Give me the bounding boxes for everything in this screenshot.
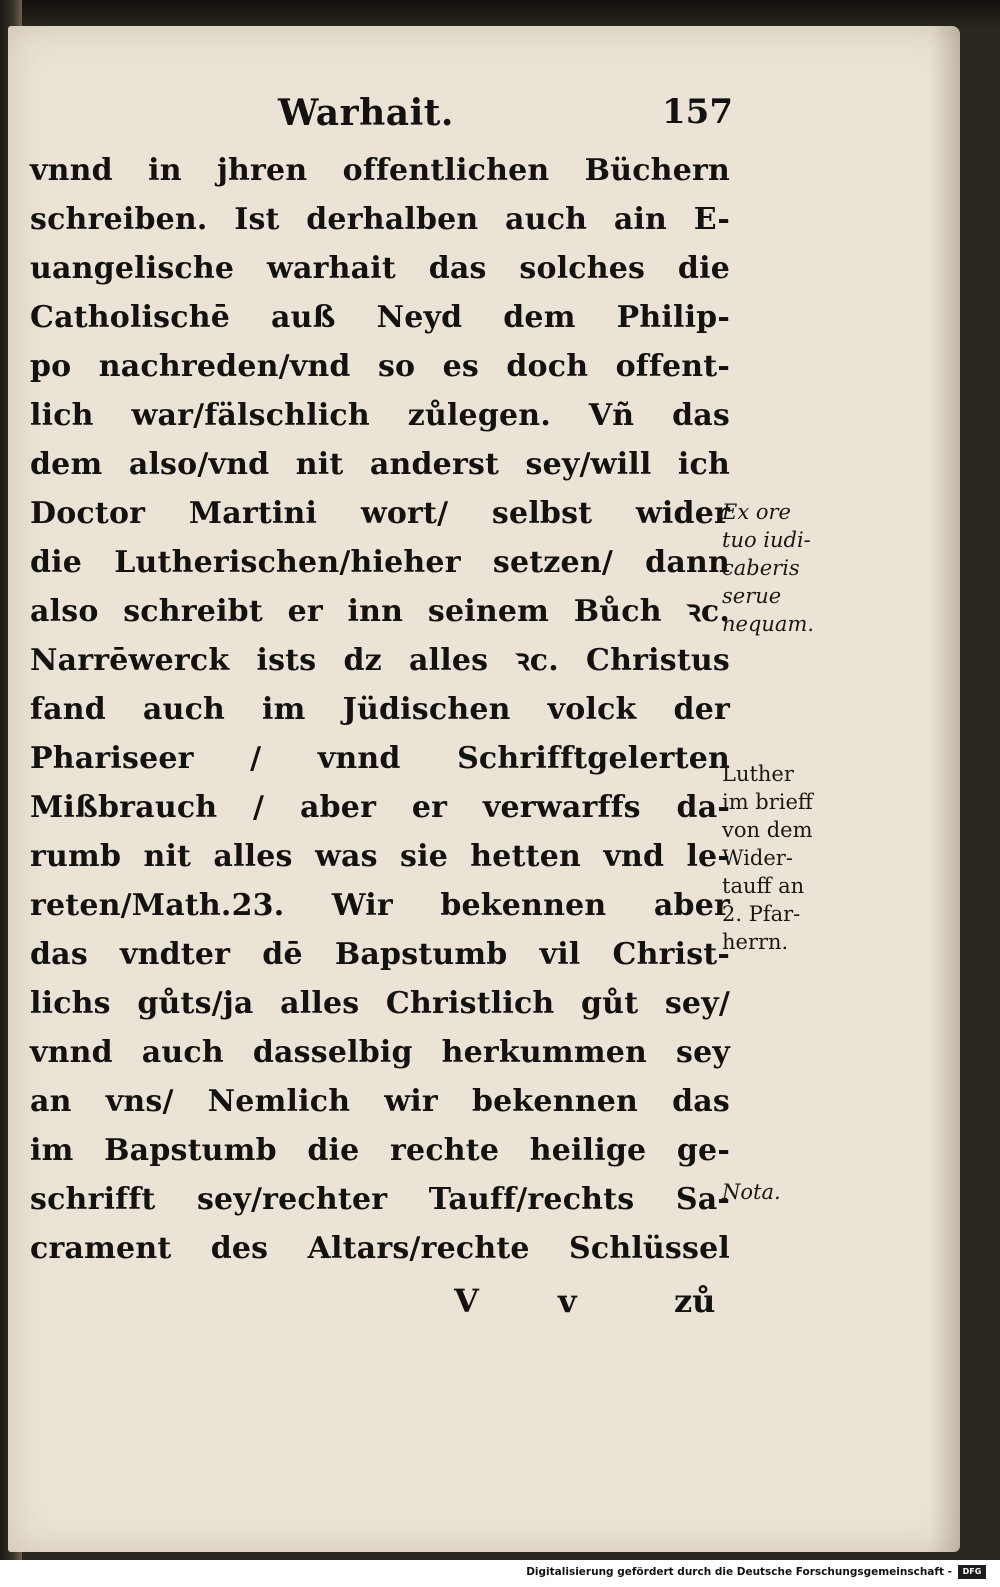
- running-title: Warhait.: [278, 92, 454, 134]
- text-line: Mißbrauch / aber er verwarffs da-: [30, 790, 730, 825]
- marginal-line: caberis: [722, 556, 800, 580]
- text-line: Catholischē auß Neyd dem Philip-: [30, 300, 730, 335]
- text-line: dem also/vnd nit anderst sey/will ich: [30, 447, 730, 482]
- text-line: Doctor Martini wort/ selbst wider: [30, 496, 730, 531]
- marginal-line: tauff an: [722, 874, 805, 898]
- marginal-line: 2. Pfar-: [722, 902, 801, 926]
- marginal-note-luther: [722, 760, 862, 956]
- text-line: lichs gůts/ja alles Christlich gůt sey/: [30, 986, 730, 1021]
- text-line: crament des Altars/rechte Schlüssel: [30, 1231, 730, 1266]
- marginal-line: serue: [722, 584, 782, 608]
- signature-number: v: [558, 1282, 577, 1320]
- text-line: im Bapstumb die rechte heilige ge-: [30, 1133, 730, 1168]
- text-line: das vndter dē Bapstumb vil Christ-: [30, 937, 730, 972]
- marginal-note-latin: [722, 498, 862, 638]
- text-line: rumb nit alles was sie hetten vnd le-: [30, 839, 730, 874]
- dfg-logo: DFG: [958, 1565, 986, 1579]
- text-line: Narrēwerck ists dz alles ꝛc. Christus: [30, 643, 730, 678]
- text-line: Phariseer / vnnd Schrifftgelerten: [30, 741, 730, 776]
- catchword-line: [30, 1282, 730, 1332]
- text-line: uangelische warhait das solches die: [30, 251, 730, 286]
- text-line: schrifft sey/rechter Tauff/rechts Sa-: [30, 1182, 730, 1217]
- marginal-note-nota: [722, 1178, 862, 1206]
- text-line: die Lutherischen/hieher setzen/ dann: [30, 545, 730, 580]
- marginal-line: von dem: [722, 818, 813, 842]
- text-line: po nachreden/vnd so es doch offent-: [30, 349, 730, 384]
- funding-credit: Digitalisierung gefördert durch die Deutsche Forschungsgemeinschaft -: [526, 1566, 952, 1578]
- text-line: reten/Math.23. Wir bekennen aber: [30, 888, 730, 923]
- marginal-line: nequam.: [722, 612, 815, 636]
- text-line: an vns/ Nemlich wir bekennen das: [30, 1084, 730, 1119]
- text-line: also schreibt er inn seinem Bůch ꝛc.: [30, 594, 730, 629]
- page-number: 157: [662, 92, 733, 132]
- text-line: lich war/fälschlich zůlegen. Vñ das: [30, 398, 730, 433]
- marginal-line: herrn.: [722, 930, 789, 954]
- marginal-line: im brieff: [722, 790, 813, 814]
- marginal-line: tuo iudi-: [722, 528, 811, 552]
- footer-bar: [0, 1560, 1000, 1587]
- marginal-line: Wider-: [722, 846, 793, 870]
- text-line: schreiben. Ist derhalben auch ain E-: [30, 202, 730, 237]
- catchword: zů: [674, 1282, 716, 1320]
- text-line: fand auch im Jüdischen volck der: [30, 692, 730, 727]
- page-header: [30, 92, 733, 142]
- marginal-line: Ex ore: [722, 500, 791, 524]
- body-text: [30, 146, 730, 1273]
- signature-mark: V: [454, 1282, 479, 1320]
- marginal-line: Luther: [722, 762, 794, 786]
- marginal-line: Nota.: [722, 1180, 781, 1204]
- text-line: vnnd in jhren offentlichen Büchern: [30, 153, 730, 188]
- text-line: vnnd auch dasselbig herkummen sey: [30, 1035, 730, 1070]
